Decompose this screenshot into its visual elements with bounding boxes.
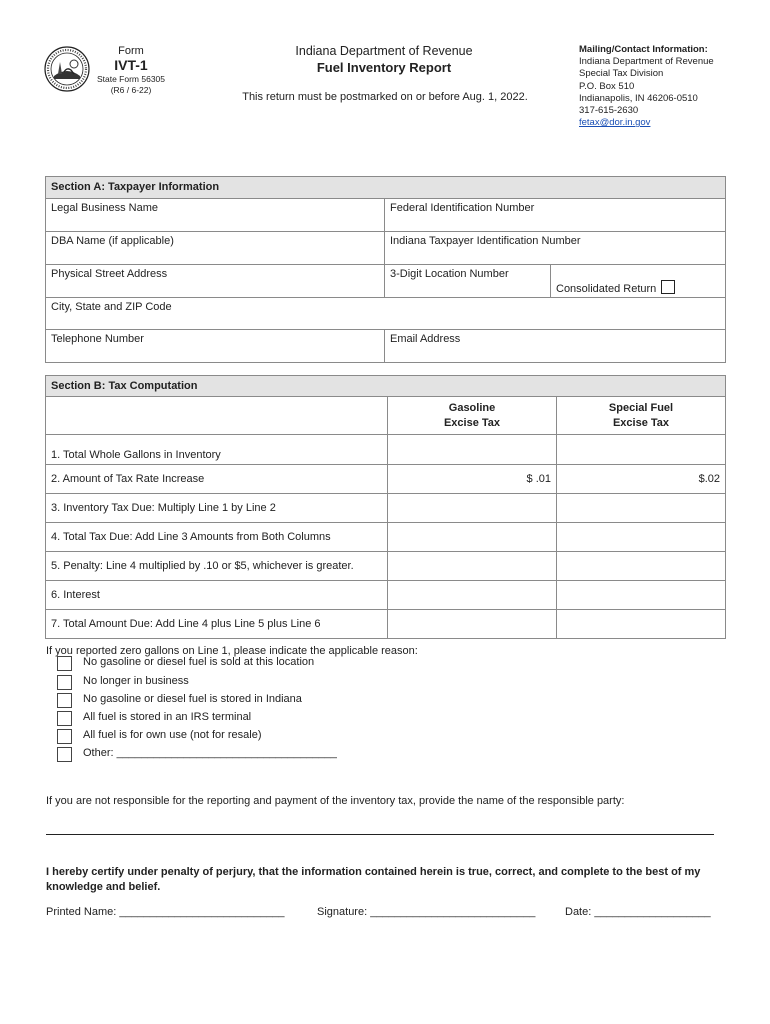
gasoline-input[interactable]	[388, 581, 557, 610]
gasoline-input[interactable]	[388, 523, 557, 552]
city-state-zip-label: City, State and ZIP Code	[51, 301, 172, 313]
indiana-tid-label: Indiana Taxpayer Identification Number	[390, 235, 581, 247]
special-fuel-input[interactable]	[557, 610, 726, 639]
gasoline-input[interactable]	[388, 552, 557, 581]
special-fuel-header-line: Excise Tax	[612, 417, 670, 429]
responsible-party-prompt: If you are not responsible for the reporting and payment of the inventory tax, provide the name of the responsible party:	[46, 795, 625, 807]
mailing-line: Indiana Department of Revenue	[579, 56, 714, 68]
email-link[interactable]: fetax@dor.in.gov	[579, 117, 651, 129]
reason-checkbox[interactable]	[57, 693, 72, 708]
mailing-line: Indianapolis, IN 46206-0510	[579, 92, 698, 104]
line-label: 3. Inventory Tax Due: Multiply Line 1 by Line 2	[46, 494, 388, 523]
agency-name: Indiana Department of Revenue	[295, 44, 473, 58]
line-label: 5. Penalty: Line 4 multiplied by .10 or $5, whichever is greater.	[46, 552, 388, 581]
street-address-label: Physical Street Address	[51, 268, 168, 280]
legal-business-name-label: Legal Business Name	[51, 202, 159, 214]
reason-checkbox[interactable]	[57, 747, 72, 762]
gasoline-header-line: Gasoline	[448, 402, 496, 414]
printed-name-field[interactable]: Printed Name: ___________________________	[46, 906, 285, 918]
special-fuel-input[interactable]	[557, 523, 726, 552]
responsible-party-field[interactable]	[46, 834, 714, 835]
legal-business-name-field[interactable]	[46, 199, 385, 232]
gasoline-column-header	[388, 397, 557, 435]
mailing-line: Special Tax Division	[579, 68, 664, 80]
table-row	[46, 581, 726, 610]
city-state-zip-field[interactable]	[46, 298, 726, 330]
special-fuel-input[interactable]	[557, 581, 726, 610]
reason-checkbox[interactable]	[57, 711, 72, 726]
table-row	[46, 610, 726, 639]
mailing-info	[579, 44, 739, 129]
reason-label: Other: ____________________________________	[83, 747, 337, 759]
street-address-field[interactable]	[46, 265, 385, 298]
indiana-tid-field[interactable]	[385, 232, 726, 265]
consolidated-return-cell	[551, 265, 726, 298]
special-fuel-column-header	[557, 397, 726, 435]
table-row	[46, 494, 726, 523]
consolidated-return-checkbox[interactable]	[661, 280, 675, 294]
consolidated-return-label: Consolidated Return	[556, 283, 657, 295]
gasoline-input[interactable]	[388, 435, 557, 465]
reason-checkbox[interactable]	[57, 656, 72, 671]
signature-field[interactable]: Signature: ___________________________	[317, 906, 536, 918]
special-fuel-header-line: Special Fuel	[608, 402, 674, 414]
email-field[interactable]	[385, 330, 726, 363]
zero-gallons-prompt: If you reported zero gallons on Line 1, please indicate the applicable reason:	[46, 645, 418, 657]
federal-id-label: Federal Identification Number	[390, 202, 535, 214]
location-number-field[interactable]	[385, 265, 551, 298]
line-label: 7. Total Amount Due: Add Line 4 plus Line 5 plus Line 6	[46, 610, 388, 639]
table-row	[46, 552, 726, 581]
table-row	[46, 465, 726, 494]
mailing-phone: 317-615-2630	[579, 105, 639, 117]
reason-label: All fuel is stored in an IRS terminal	[83, 711, 252, 723]
section-b-blank-header	[46, 397, 388, 435]
reason-checkbox[interactable]	[57, 729, 72, 744]
reason-label: No gasoline or diesel fuel is stored in Indiana	[83, 693, 302, 705]
telephone-field[interactable]	[46, 330, 385, 363]
special-fuel-rate: $.02	[557, 465, 726, 494]
line-label: 4. Total Tax Due: Add Line 3 Amounts from Both Columns	[46, 523, 388, 552]
reason-label: No gasoline or diesel fuel is sold at this location	[83, 656, 315, 668]
section-a-table	[45, 176, 726, 363]
gasoline-rate: $ .01	[388, 465, 557, 494]
mailing-line: P.O. Box 510	[579, 80, 635, 92]
special-fuel-input[interactable]	[557, 435, 726, 465]
reason-checkbox[interactable]	[57, 675, 72, 690]
gasoline-input[interactable]	[388, 494, 557, 523]
federal-id-field[interactable]	[385, 199, 726, 232]
state-seal-icon	[44, 46, 90, 92]
date-field[interactable]: Date: ___________________	[565, 906, 711, 918]
page-title: Fuel Inventory Report	[316, 60, 452, 75]
certification-statement: I hereby certify under penalty of perjury, that the information contained herein is true, correct, and complete to the best of my knowledge and belief.	[46, 866, 701, 893]
dba-name-field[interactable]	[46, 232, 385, 265]
gasoline-header-line: Excise Tax	[443, 417, 501, 429]
table-row	[46, 523, 726, 552]
gasoline-input[interactable]	[388, 610, 557, 639]
form-id: IVT-1	[114, 57, 148, 73]
table-row	[46, 435, 726, 465]
dba-name-label: DBA Name (if applicable)	[51, 235, 174, 247]
special-fuel-input[interactable]	[557, 552, 726, 581]
line-label: 6. Interest	[46, 581, 388, 610]
section-b-table	[45, 375, 726, 639]
form-label: Form	[118, 45, 144, 57]
section-a-heading: Section A: Taxpayer Information	[46, 177, 726, 199]
revision-text: (R6 / 6-22)	[110, 85, 152, 95]
location-number-label: 3-Digit Location Number	[390, 268, 509, 280]
state-form-number	[96, 74, 166, 96]
reason-label: No longer in business	[83, 675, 189, 687]
reason-label: All fuel is for own use (not for resale)	[83, 729, 262, 741]
line-label: 2. Amount of Tax Rate Increase	[46, 465, 388, 494]
postmark-note: This return must be postmarked on or before Aug. 1, 2022.	[242, 91, 528, 103]
email-label: Email Address	[390, 333, 461, 345]
line-label: 1. Total Whole Gallons in Inventory	[46, 435, 388, 465]
telephone-label: Telephone Number	[51, 333, 144, 345]
section-b-heading: Section B: Tax Computation	[46, 376, 726, 397]
state-form-text: State Form 56305	[96, 74, 166, 84]
mailing-heading: Mailing/Contact Information:	[579, 44, 708, 55]
special-fuel-input[interactable]	[557, 494, 726, 523]
